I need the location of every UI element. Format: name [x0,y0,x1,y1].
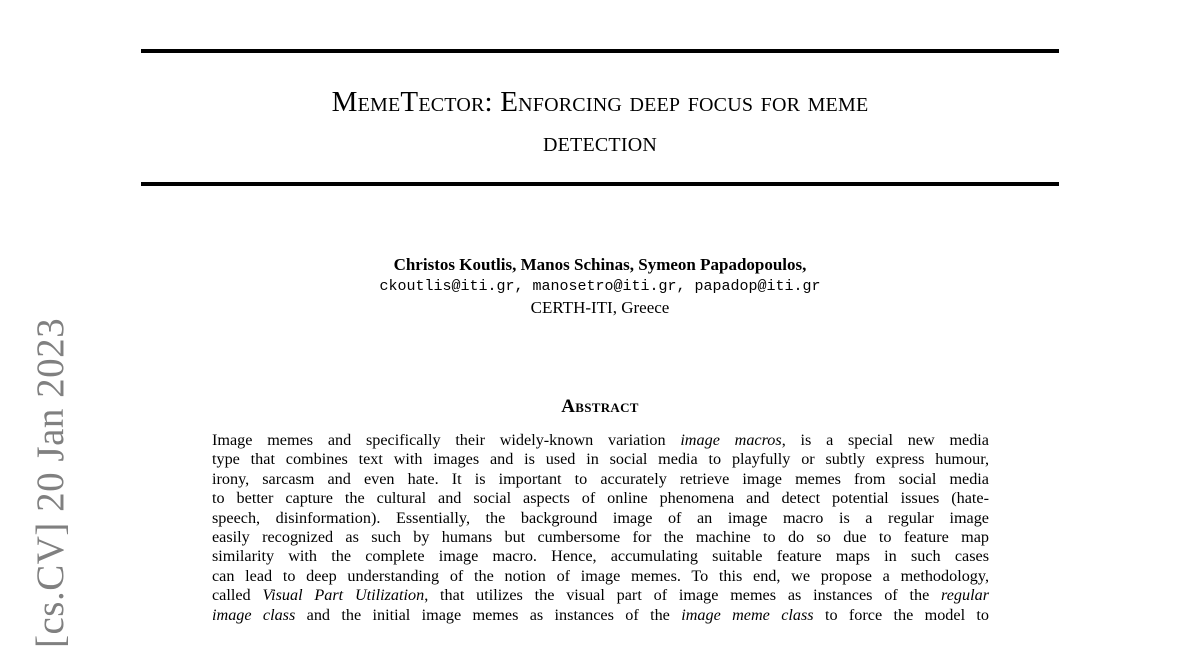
abstract-body [212,431,989,625]
abstract-text: easily recognized as such by humans but cumbersome for the machine to do so due to feature map [212,528,989,547]
abstract-text: speech, disinformation). Essentially, the background image of an image macro is a regular image [212,508,989,527]
arxiv-stamp [28,318,72,648]
abstract-text: , that utilizes the visual part of image memes as instances of the [424,586,942,605]
paper-title [141,82,1059,162]
paper-title-line-1: MemeTector: Enforcing deep focus for meme [331,86,869,118]
abstract-heading: Abstract [561,396,639,417]
abstract-text: and the initial image memes as instances of the [295,605,682,624]
arxiv-stamp-text: [cs.CV] 20 Jan 2023 [29,318,72,648]
abstract-text: Image memes and specifically their widely-known variation [212,431,681,449]
author-block [141,254,1059,318]
abstract-line [212,547,989,566]
abstract-text: to better capture the cultural and social aspects of online phenomena and detect potential issues (hate- [212,489,989,508]
abstract-line [212,586,989,605]
author-emails: ckoutlis@iti.gr, manosetro@iti.gr, papadop@iti.gr [379,278,821,295]
abstract-text: similarity with the complete image macro. Hence, accumulating suitable feature maps in such cases [212,547,989,566]
abstract-text: , is a special new media [781,431,989,449]
abstract-line [212,489,989,508]
abstract-italic-term: Visual Part Utilization [262,586,425,605]
abstract-text: can lead to deep understanding of the notion of image memes. To this end, we propose a methodology, [212,566,989,585]
abstract-line [212,509,989,528]
author-affiliation: CERTH-ITI, Greece [530,298,670,317]
abstract-italic-term: image class [212,605,296,624]
title-bottom-rule [141,182,1059,186]
abstract-text: to force the model to [813,605,990,624]
abstract-italic-term: image macros [680,431,782,449]
abstract-line [212,606,989,625]
title-top-rule [141,49,1059,53]
abstract-text: type that combines text with images and is used in social media to playfully or subtly express humour, [212,450,989,469]
paper-title-line-2: detection [543,126,657,158]
author-names: Christos Koutlis, Manos Schinas, Symeon Papadopoulos, [393,255,807,274]
abstract-text: called [212,586,263,605]
abstract-line [212,567,989,586]
abstract-italic-term: image meme class [681,605,814,624]
abstract-line [212,431,989,450]
abstract-line [212,450,989,469]
abstract-italic-term: regular [941,586,990,605]
abstract-text: irony, sarcasm and even hate. It is important to accurately retrieve image memes from social media [212,469,989,488]
abstract-line [212,470,989,489]
abstract-line [212,528,989,547]
